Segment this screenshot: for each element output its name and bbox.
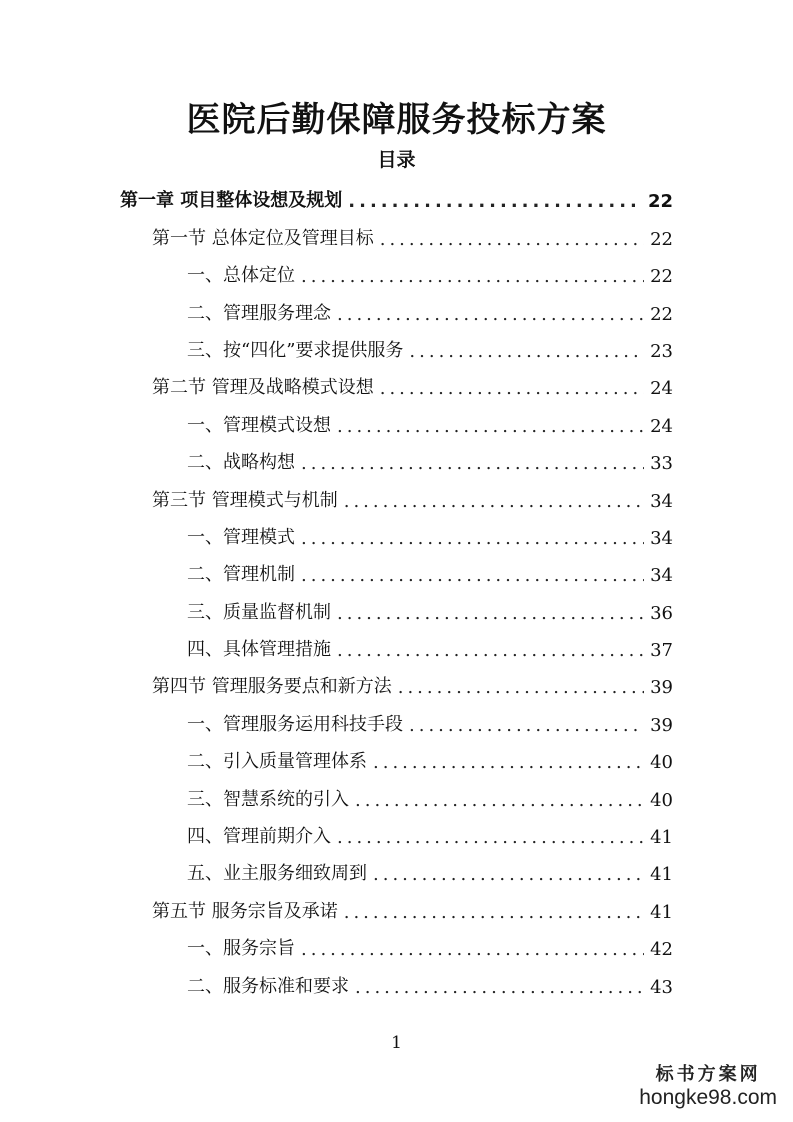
toc-leader-dots [373,752,644,773]
toc-entry-page: 24 [650,415,673,437]
toc-leader-dots [337,603,644,624]
toc-leader-dots [409,341,644,362]
toc-entry[interactable] [120,811,673,848]
toc-entry-text: 五、业主服务细致周到 [187,863,367,885]
toc-entry-text: 一、管理模式 [187,526,295,548]
toc-entry[interactable] [120,250,673,287]
toc-entry[interactable] [120,549,673,586]
toc-entry[interactable] [120,698,673,735]
toc-leader-dots [380,229,644,250]
toc-leader-dots [301,565,644,586]
toc-entry-page: 41 [650,864,673,886]
toc-entry-text: 第二节 管理及战略模式设想 [152,377,374,399]
toc-entry[interactable] [120,624,673,661]
toc-entry[interactable] [120,661,673,698]
toc-leader-dots [337,827,644,848]
watermark-name: 标书方案网 [655,1064,761,1085]
toc-entry-text: 二、引入质量管理体系 [187,751,367,773]
toc-entry-page: 34 [650,490,673,512]
toc-leader-dots [301,939,644,960]
toc-entry[interactable] [120,885,673,922]
toc-entry-page: 39 [650,677,673,699]
toc-entry-text: 第五节 服务宗旨及承诺 [152,900,338,922]
toc-entry-text: 一、总体定位 [187,265,295,287]
toc-entry-text: 三、质量监督机制 [187,601,331,623]
toc-entry[interactable] [120,175,673,212]
toc-entry-text: 四、管理前期介入 [187,826,331,848]
toc-entry-page: 36 [650,602,673,624]
toc-entry[interactable] [120,736,673,773]
toc-entry-text: 一、管理服务运用科技手段 [187,713,403,735]
toc-entry[interactable] [120,960,673,997]
toc-entry[interactable] [120,848,673,885]
document-title: 医院后勤保障服务投标方案 [186,100,607,140]
toc-entry-text: 一、管理模式设想 [187,414,331,436]
toc-entry-page: 34 [650,527,673,549]
toc-entry-text: 二、管理机制 [187,564,295,586]
toc-leader-dots [348,191,642,212]
toc-heading: 目录 [377,149,416,171]
toc-entry-text: 一、服务宗旨 [187,938,295,960]
toc-leader-dots [398,677,644,698]
toc-entry-text: 三、智慧系统的引入 [187,788,349,810]
toc-entry[interactable] [120,586,673,623]
toc-entry-page: 41 [650,827,673,849]
watermark-url: hongke98.com [639,1086,777,1109]
toc-entry[interactable] [120,512,673,549]
toc-entry-page: 22 [647,191,673,213]
toc-entry-page: 24 [650,378,673,400]
toc-leader-dots [301,528,644,549]
toc-entry-page: 39 [650,714,673,736]
toc-entry-text: 二、战略构想 [187,452,295,474]
toc-leader-dots [301,266,644,287]
toc-entry[interactable] [120,212,673,249]
toc-entry-text: 第四节 管理服务要点和新方法 [152,676,392,698]
toc-leader-dots [380,378,644,399]
toc-entry-page: 40 [650,789,673,811]
toc-leader-dots [355,977,644,998]
toc-entry-page: 22 [650,303,673,325]
toc-entry-page: 41 [650,901,673,923]
toc-entry[interactable] [120,773,673,810]
table-of-contents [120,175,673,998]
toc-entry-page: 22 [650,228,673,250]
toc-entry-page: 40 [650,752,673,774]
page-number: 1 [391,1033,402,1053]
toc-entry-page: 23 [650,340,673,362]
toc-leader-dots [337,640,644,661]
watermark-logo [639,1060,777,1110]
toc-leader-dots [337,416,644,437]
toc-entry[interactable] [120,399,673,436]
toc-entry-page: 22 [650,266,673,288]
toc-leader-dots [344,491,644,512]
toc-entry[interactable] [120,474,673,511]
toc-entry-text: 第一章 项目整体设想及规划 [120,190,343,212]
toc-entry-text: 三、按“四化”要求提供服务 [187,339,404,361]
toc-leader-dots [355,790,644,811]
toc-leader-dots [337,304,644,325]
toc-leader-dots [373,864,644,885]
toc-entry[interactable] [120,287,673,324]
toc-entry[interactable] [120,437,673,474]
toc-entry-text: 第一节 总体定位及管理目标 [152,227,374,249]
toc-entry-page: 37 [650,640,673,662]
toc-entry[interactable] [120,923,673,960]
toc-entry-page: 34 [650,565,673,587]
toc-entry-text: 二、服务标准和要求 [187,975,349,997]
toc-entry-text: 四、具体管理措施 [187,639,331,661]
toc-entry-text: 第三节 管理模式与机制 [152,489,338,511]
toc-entry[interactable] [120,362,673,399]
toc-entry[interactable] [120,325,673,362]
toc-entry-page: 43 [650,976,673,998]
toc-leader-dots [409,715,644,736]
toc-entry-page: 42 [650,939,673,961]
toc-leader-dots [344,902,644,923]
toc-entry-page: 33 [650,453,673,475]
toc-entry-text: 二、管理服务理念 [187,302,331,324]
toc-leader-dots [301,453,644,474]
